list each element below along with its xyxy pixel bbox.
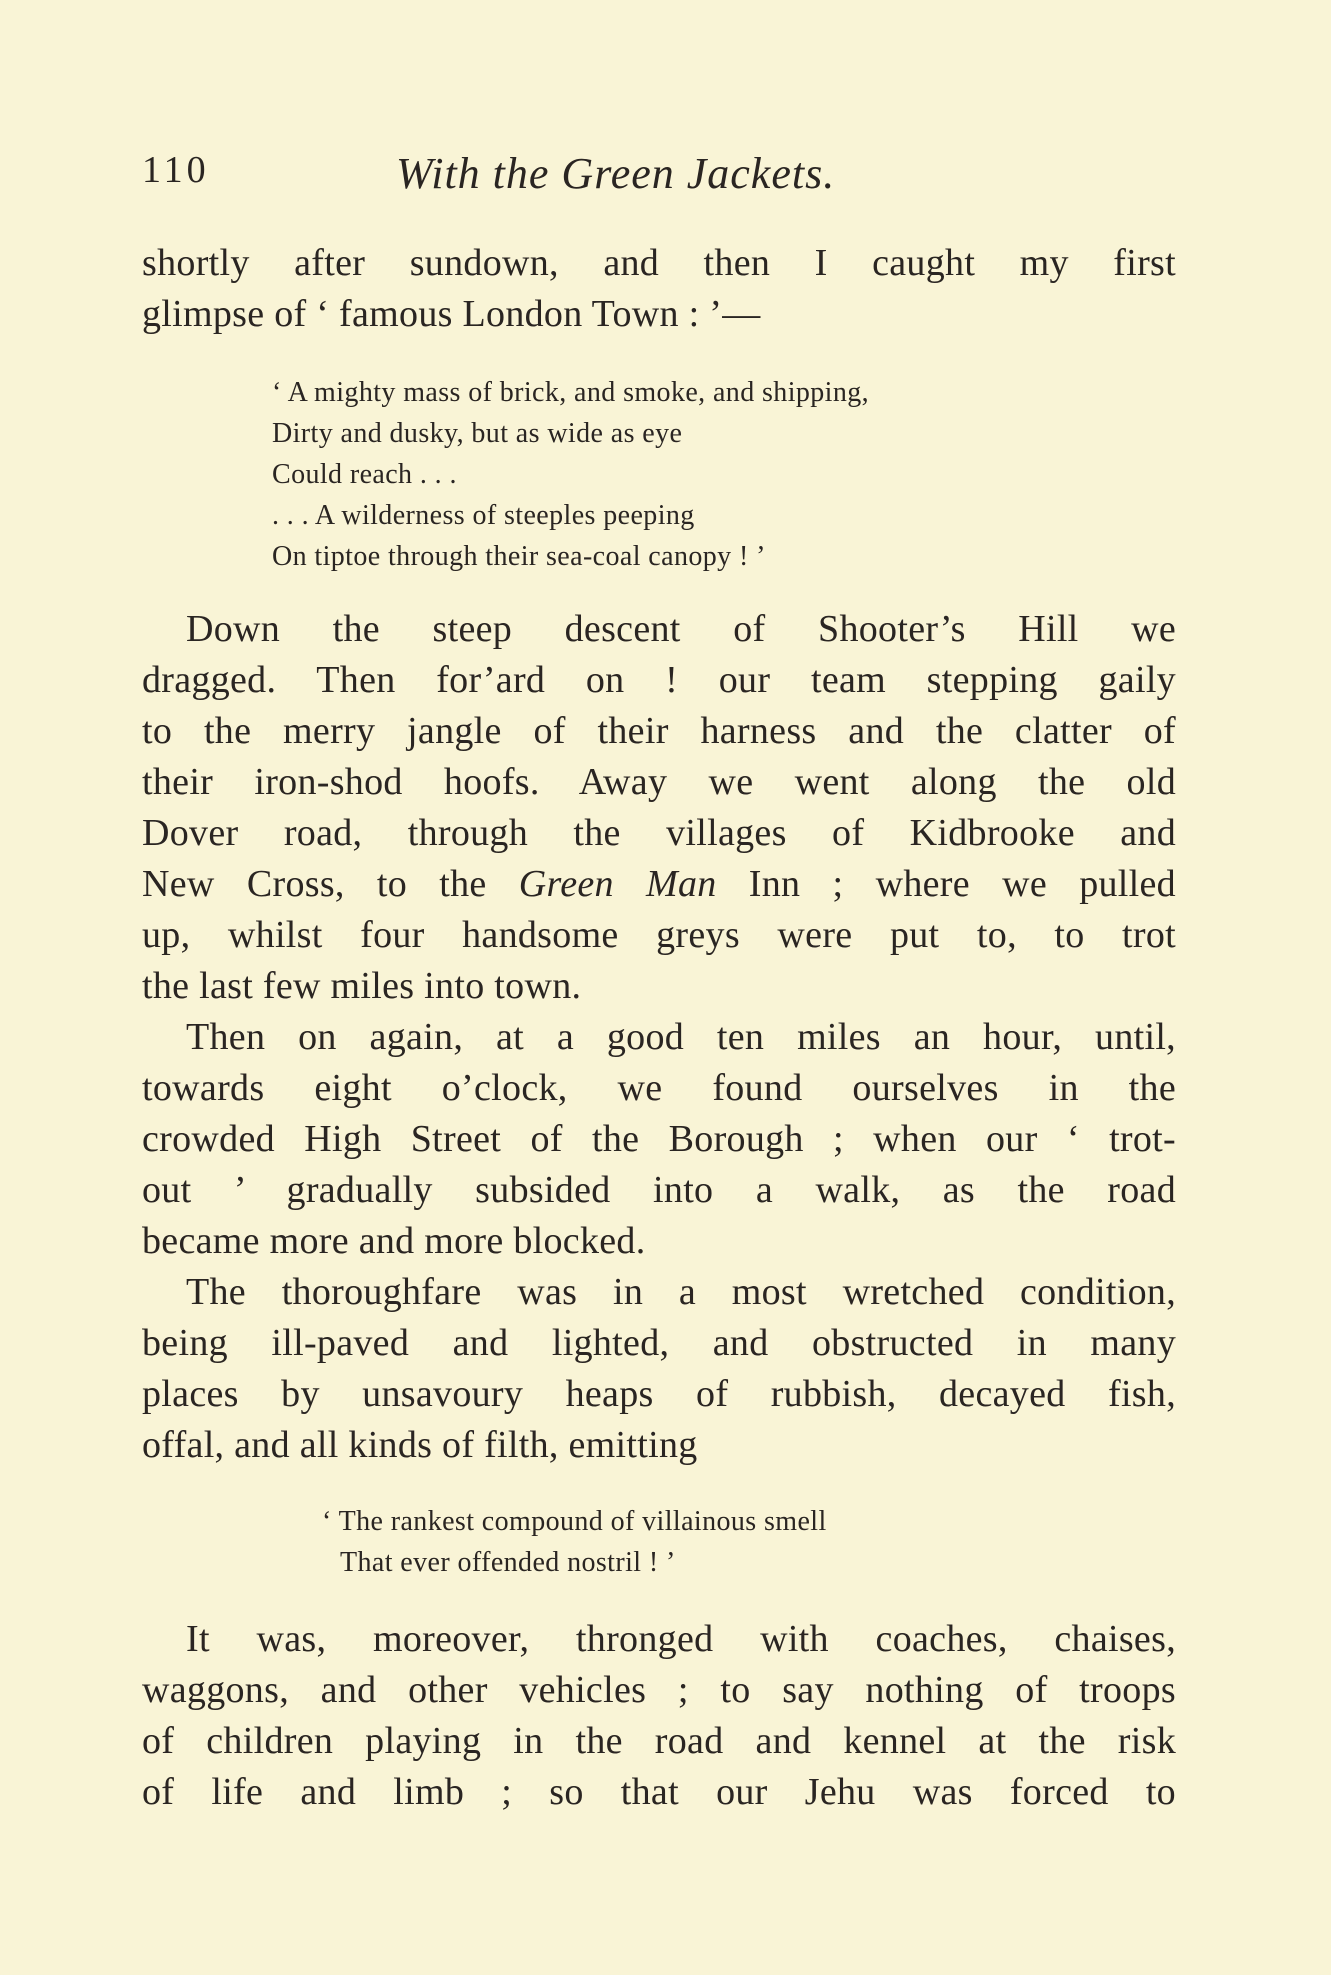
- text-line: towards eight o’clock, we found ourselves in the: [142, 1067, 1176, 1109]
- text-line: glimpse of ‘ famous London Town : ’—: [142, 293, 761, 335]
- paragraph-1: [142, 238, 1176, 340]
- text-line: places by unsavoury heaps of rubbish, decayed fish,: [142, 1373, 1176, 1415]
- text-line: crowded High Street of the Borough ; when our ‘ trot-: [142, 1118, 1176, 1160]
- paragraph-4: [142, 1267, 1176, 1471]
- verse-line: That ever offended nostril ! ’: [340, 1547, 676, 1578]
- inn-name-italic: Green Man: [518, 863, 717, 905]
- text-line: to the merry jangle of their harness and the clatter of: [142, 710, 1176, 752]
- text-line: [142, 859, 1176, 910]
- verse-quotation-2: [322, 1501, 827, 1583]
- text-line: their iron-shod hoofs. Away we went along the old: [142, 761, 1176, 803]
- page-header: [142, 148, 1242, 208]
- verse-line: On tiptoe through their sea-coal canopy ! ’: [272, 541, 766, 572]
- text-line: up, whilst four handsome greys were put to, to trot: [142, 914, 1176, 956]
- verse-quotation-1: [272, 372, 869, 577]
- paragraph-2: [142, 604, 1176, 1012]
- text-fragment: New Cross, to the: [142, 863, 519, 905]
- text-line: of life and limb ; so that our Jehu was forced to: [142, 1771, 1176, 1813]
- paragraph-3: [142, 1012, 1176, 1267]
- text-fragment: Inn ; where we pulled: [716, 863, 1176, 905]
- page-number: 110: [142, 149, 210, 191]
- text-line: became more and more blocked.: [142, 1220, 646, 1262]
- verse-line: . . . A wilderness of steeples peeping: [272, 500, 695, 531]
- text-line: of children playing in the road and kennel at the risk: [142, 1720, 1176, 1762]
- text-line: Down the steep descent of Shooter’s Hill we: [186, 608, 1176, 650]
- text-line: Then on again, at a good ten miles an hour, until,: [186, 1016, 1176, 1058]
- paragraph-5: [142, 1614, 1176, 1818]
- text-line: the last few miles into town.: [142, 965, 582, 1007]
- verse-line: ‘ A mighty mass of brick, and smoke, and shipping,: [272, 377, 870, 408]
- text-line: being ill-paved and lighted, and obstructed in many: [142, 1322, 1176, 1364]
- verse-line: Dirty and dusky, but as wide as eye: [272, 418, 683, 449]
- verse-line: ‘ The rankest compound of villainous smell: [322, 1506, 827, 1537]
- text-line: dragged. Then for’ard on ! our team stepping gaily: [142, 659, 1176, 701]
- text-line: offal, and all kinds of filth, emitting: [142, 1424, 698, 1466]
- verse-line: Could reach . . .: [272, 459, 457, 490]
- text-line: shortly after sundown, and then I caught my first: [142, 242, 1176, 284]
- text-line: waggons, and other vehicles ; to say nothing of troops: [142, 1669, 1176, 1711]
- text-line: The thoroughfare was in a most wretched condition,: [186, 1271, 1176, 1313]
- text-line: Dover road, through the villages of Kidbrooke and: [142, 812, 1176, 854]
- text-line: out ’ gradually subsided into a walk, as the road: [142, 1169, 1176, 1211]
- text-line: It was, moreover, thronged with coaches, chaises,: [186, 1618, 1176, 1660]
- running-title: With the Green Jackets.: [396, 149, 836, 198]
